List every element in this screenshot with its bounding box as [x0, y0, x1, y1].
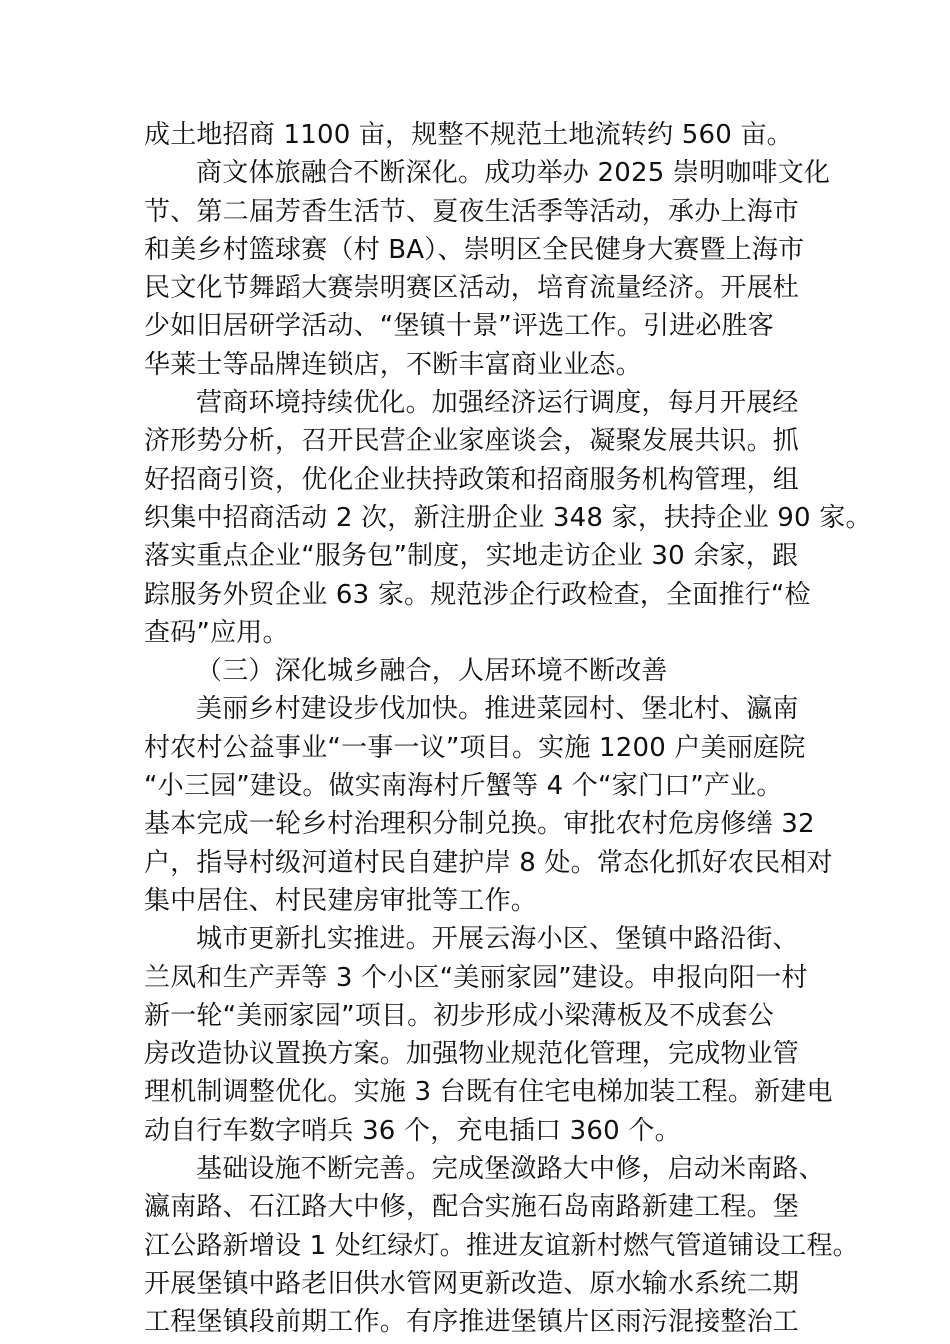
- text-line: 织集中招商活动 2 次，新注册企业 348 家，扶持企业 90 家。: [144, 502, 872, 533]
- paragraph-start-line: 基础设施不断完善。完成堡潋路大中修，启动米南路、: [196, 1154, 825, 1185]
- text-line: “小三园”建设。做实南海村斤蟹等 4 个“家门口”产业。: [144, 771, 783, 802]
- section-heading: （三）深化城乡融合，人居环境不断改善: [196, 656, 668, 687]
- text-line: 华莱士等品牌连锁店，不断丰富商业业态。: [144, 349, 642, 380]
- text-line: 兰凤和生产弄等 3 个小区“美丽家园”建设。申报向阳一村: [144, 962, 808, 993]
- text-line: 少如旧居研学活动、“堡镇十景”评选工作。引进必胜客: [144, 311, 774, 342]
- text-line: 开展堡镇中路老旧供水管网更新改造、原水输水系统二期: [144, 1268, 800, 1299]
- text-line: 好招商引资，优化企业扶持政策和招商服务机构管理，组: [144, 464, 800, 495]
- text-line: 动自行车数字哨兵 36 个，充电插口 360 个。: [144, 1115, 681, 1146]
- paragraph-start-line: 美丽乡村建设步伐加快。推进菜园村、堡北村、瀛南: [196, 694, 799, 725]
- text-line: 成土地招商 1100 亩，规整不规范土地流转约 560 亩。: [144, 120, 793, 150]
- text-line: 济形势分析，召开民营企业家座谈会，凝聚发展共识。抓: [144, 426, 800, 457]
- text-line: 查码”应用。: [144, 617, 289, 648]
- text-line: 和美乡村篮球赛（村 BA）、崇明区全民健身大赛暨上海市: [144, 234, 805, 265]
- text-line: 江公路新增设 1 处红绿灯。推进友谊新村燃气管道铺设工程。: [144, 1230, 859, 1261]
- text-line: 踪服务外贸企业 63 家。规范涉企行政检查，全面推行“检: [144, 579, 811, 610]
- text-line: 基本完成一轮乡村治理积分制兑换。审批农村危房修缮 32: [144, 809, 815, 840]
- text-line: 集中居住、村民建房审批等工作。: [144, 885, 538, 916]
- document-body: [144, 116, 872, 1342]
- paragraph-start-line: 商文体旅融合不断深化。成功举办 2025 崇明咖啡文化: [196, 158, 831, 189]
- text-line: 理机制调整优化。实施 3 台既有住宅电梯加装工程。新建电: [144, 1077, 833, 1108]
- text-line: 村农村公益事业“一事一议”项目。实施 1200 户美丽庭院: [144, 732, 806, 763]
- text-line: 瀛南路、石江路大中修，配合实施石岛南路新建工程。堡: [144, 1192, 800, 1223]
- paragraph-start-line: 城市更新扎实推进。开展云海小区、堡镇中路沿街、: [196, 924, 799, 955]
- text-line: 落实重点企业“服务包”制度，实地走访企业 30 余家，跟: [144, 541, 799, 572]
- text-line: 民文化节舞蹈大赛崇明赛区活动，培育流量经济。开展杜: [144, 273, 800, 304]
- text-line: 节、第二届芳香生活节、夏夜生活季等活动，承办上海市: [144, 196, 800, 227]
- text-line: 新一轮“美丽家园”项目。初步形成小梁薄板及不成套公: [144, 1000, 774, 1031]
- text-line: 户，指导村级河道村民自建护岸 8 处。常态化抓好农民相对: [144, 847, 833, 878]
- text-line: 房改造协议置换方案。加强物业规范化管理，完成物业管: [144, 1039, 800, 1070]
- text-line: 工程堡镇段前期工作。有序推进堡镇片区雨污混接整治工: [144, 1307, 800, 1338]
- paragraph-start-line: 营商环境持续优化。加强经济运行调度，每月开展经: [196, 388, 799, 419]
